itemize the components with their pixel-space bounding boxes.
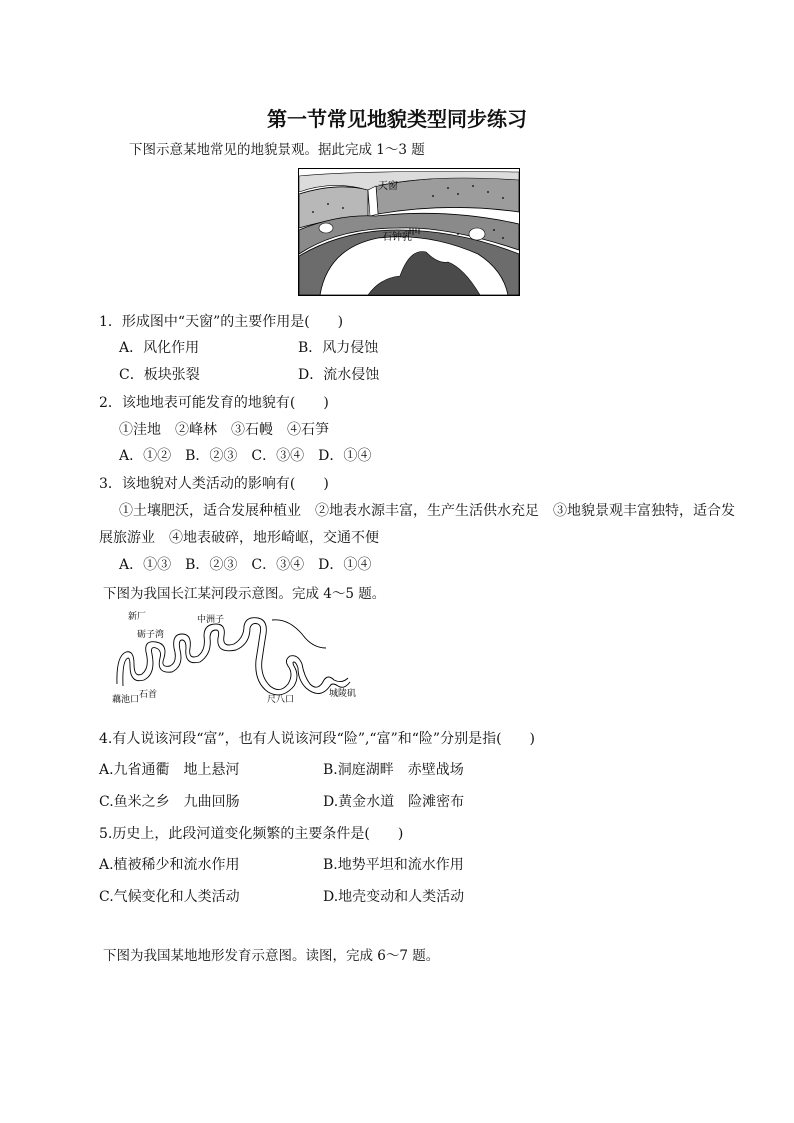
q1-option-c[interactable]: C．板块张裂 [119, 367, 200, 383]
q5-option-b[interactable]: B.地势平坦和流水作用 [323, 857, 464, 873]
label-skylight: 天窗 [378, 181, 398, 192]
label-shishou: 石首 [139, 690, 158, 700]
q3-items-line1: ①土壤肥沃，适合发展种植业 ②地表水源丰富，生产生活供水充足 ③地貌景观丰富独特，适合发 [119, 503, 735, 519]
intro-q1-3: 下图示意某地常见的地貌景观。据此完成 1～3 题 [129, 142, 425, 158]
q2-items: ①洼地 ②峰林 ③石幔 ④石笋 [119, 422, 329, 438]
q2-stem: 2．该地地表可能发育的地貌有( ) [99, 395, 329, 411]
q4-stem: 4.有人说该河段“富”，也有人说该河段“险”,“富”和“险”分别是指( ) [99, 731, 535, 747]
q4-option-a[interactable]: A.九省通衢 地上悬河 [99, 762, 240, 778]
label-zhongzhouzi: 中洲子 [197, 615, 225, 625]
q1-stem: 1．形成图中“天窗”的主要作用是( ) [99, 314, 344, 330]
q3-items-line2: 展旅游业 ④地表破碎，地形崎岖，交通不便 [99, 530, 379, 546]
q1-option-b[interactable]: B．风力侵蚀 [298, 340, 379, 356]
q2-options[interactable]: A．①② B．②③ C．③④ D．①④ [119, 448, 372, 464]
label-tiaoziwan: 砺子湾 [137, 630, 165, 640]
q3-options[interactable]: A．①③ B．②③ C．③④ D．①④ [119, 557, 372, 573]
label-chibakou: 尺八口 [267, 695, 295, 704]
q5-stem: 5.历史上，此段河道变化频繁的主要条件是( ) [99, 826, 404, 842]
karst-cave-figure [298, 168, 520, 300]
label-stalactite: 石钟乳 [382, 232, 412, 243]
q1-option-d[interactable]: D．流水侵蚀 [298, 367, 380, 383]
label-xinchang: 新厂 [128, 612, 147, 622]
q3-stem: 3．该地貌对人类活动的影响有( ) [99, 476, 329, 492]
q4-option-b[interactable]: B.洞庭湖畔 赤壁战场 [323, 762, 464, 778]
intro-q6-7: 下图为我国某地地形发育示意图。读图，完成 6～7 题。 [103, 948, 440, 964]
q4-option-c[interactable]: C.鱼米之乡 九曲回肠 [99, 794, 240, 810]
page-title: 第一节常见地貌类型同步练习 [267, 107, 527, 131]
intro-q4-5: 下图为我国长江某河段示意图。完成 4～5 题。 [103, 586, 386, 602]
q4-option-d[interactable]: D.黄金水道 险滩密布 [323, 794, 465, 810]
q1-option-a[interactable]: A．风化作用 [119, 340, 200, 356]
q5-option-c[interactable]: C.气候变化和人类活动 [99, 889, 240, 905]
label-ouchikou: 藕池口 [112, 695, 140, 704]
label-chenglingji: 城陵矶 [329, 689, 357, 699]
river-map-figure [112, 604, 362, 708]
q5-option-a[interactable]: A.植被稀少和流水作用 [99, 857, 240, 873]
q5-option-d[interactable]: D.地壳变动和人类活动 [323, 889, 465, 905]
